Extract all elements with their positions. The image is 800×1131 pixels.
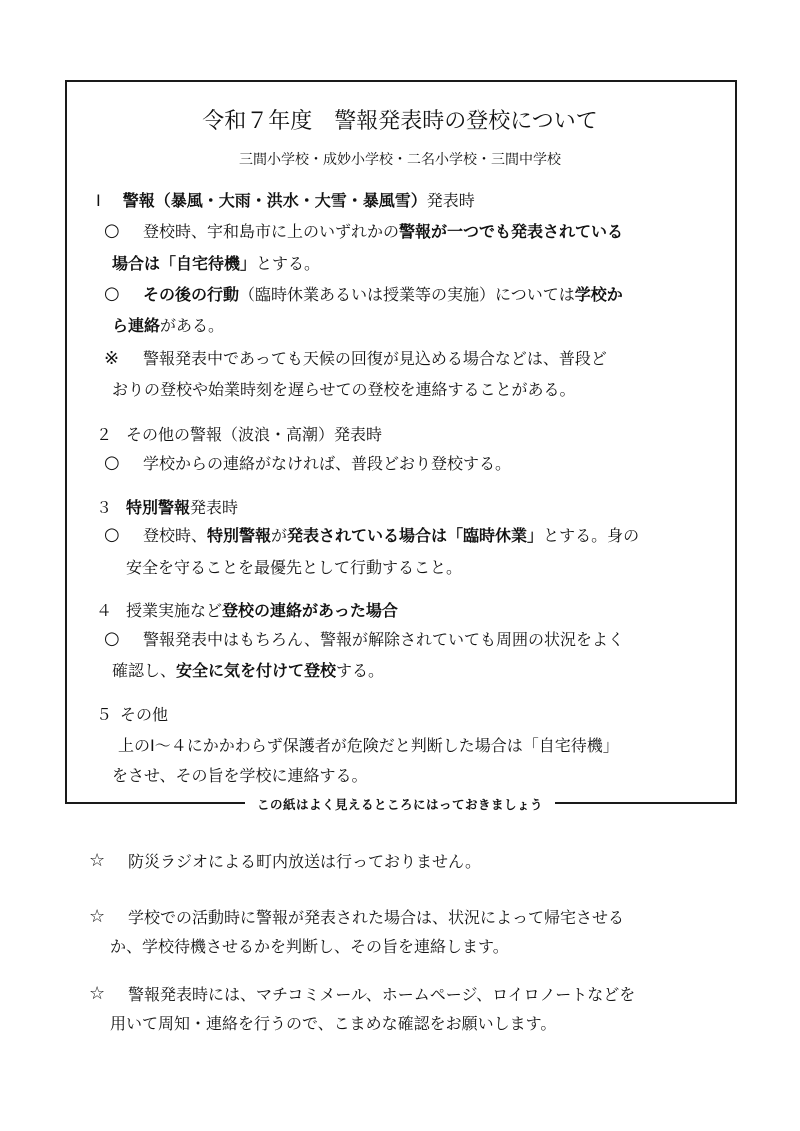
section-2-item: 学校からの連絡がなければ、普段どおり登校する。 bbox=[143, 454, 512, 473]
section-2-heading bbox=[96, 427, 382, 443]
section-5-line-2: をさせ、その旨を学校に連絡する。 bbox=[112, 766, 368, 785]
section-1-item-2-line-1: その後の行動（臨時休業あるいは授業等の実施）については学校か bbox=[143, 285, 623, 304]
circle-bullet: ○ bbox=[104, 524, 120, 545]
section-4-title-bold: 登校の連絡があった場合 bbox=[222, 601, 398, 620]
section-1-note-line-1: 警報発表中であっても天候の回復が見込める場合などは、普段ど bbox=[143, 349, 607, 368]
section-1-item-1-line-1: 登校時、宇和島市に上のいずれかの警報が一つでも発表されている bbox=[143, 222, 624, 241]
section-1-note-line-2: おりの登校や始業時刻を遅らせての登校を連絡することがある。 bbox=[112, 380, 576, 399]
section-3-heading bbox=[96, 500, 238, 516]
note-3-line-2: 用いて周知・連絡を行うので、こまめな確認をお願いします。 bbox=[110, 1014, 557, 1033]
note-1-line-1: 防災ラジオによる町内放送は行っておりません。 bbox=[128, 852, 481, 871]
section-5-heading bbox=[96, 707, 168, 723]
circle-bullet: ○ bbox=[104, 628, 120, 649]
schools-subtitle: 三間小学校・成妙小学校・二名小学校・三間中学校 bbox=[239, 152, 561, 168]
post-reminder-caption: この紙はよく見えるところにはっておきましょう bbox=[245, 795, 555, 815]
star-bullet: ☆ bbox=[89, 983, 106, 1004]
circle-bullet: ○ bbox=[104, 452, 120, 473]
note-2-line-2: か、学校待機させるかを判断し、その旨を連絡します。 bbox=[110, 937, 509, 956]
section-1-item-2-line-2: ら連絡がある。 bbox=[112, 316, 225, 335]
section-3-number: ３ bbox=[96, 498, 113, 517]
section-4-heading bbox=[96, 603, 398, 619]
page-title: 令和７年度 警報発表時の登校について bbox=[202, 109, 598, 134]
section-5-line-1: 上のⅠ～４にかかわらず保護者が危険だと判断した場合は「自宅待機」 bbox=[118, 736, 619, 755]
section-1-title-bold: 警報（暴風・大雨・洪水・大雪・暴風雪） bbox=[122, 191, 427, 210]
reference-mark: ※ bbox=[104, 348, 120, 369]
section-3-item-line-1: 登校時、特別警報が発表されている場合は「臨時休業」とする。身の bbox=[143, 526, 640, 545]
section-5-title: その他 bbox=[120, 705, 169, 724]
section-4-item-line-1: 警報発表中はもちろん、警報が解除されていても周囲の状況をよく bbox=[143, 630, 624, 649]
note-3-line-1: 警報発表時には、マチコミメール、ホームページ、ロイロノートなどを bbox=[128, 985, 636, 1004]
section-5-number: ５ bbox=[96, 705, 113, 724]
circle-bullet: ○ bbox=[104, 283, 120, 304]
section-2-title: その他の警報（波浪・高潮）発表時 bbox=[126, 425, 383, 444]
section-1-heading bbox=[96, 193, 475, 209]
section-4-number: ４ bbox=[96, 601, 113, 620]
section-2-number: ２ bbox=[96, 425, 113, 444]
note-2-line-1: 学校での活動時に警報が発表された場合は、状況によって帰宅させる bbox=[128, 908, 625, 927]
section-1-title-suffix: 発表時 bbox=[426, 191, 475, 210]
section-1-item-1-line-2: 場合は「自宅待機」とする。 bbox=[112, 254, 321, 273]
section-1-number: Ⅰ bbox=[96, 191, 101, 210]
section-3-title-suffix: 発表時 bbox=[190, 498, 239, 517]
circle-bullet: ○ bbox=[104, 220, 120, 241]
section-3-item-line-2: 安全を守ることを最優先として行動すること。 bbox=[126, 558, 463, 577]
star-bullet: ☆ bbox=[89, 906, 106, 927]
section-4-item-line-2: 確認し、安全に気を付けて登校する。 bbox=[112, 661, 385, 680]
section-4-title-prefix: 授業実施など bbox=[126, 601, 223, 620]
star-bullet: ☆ bbox=[89, 850, 106, 871]
caption-wrap bbox=[0, 794, 800, 815]
section-3-title-bold: 特別警報 bbox=[126, 498, 191, 517]
